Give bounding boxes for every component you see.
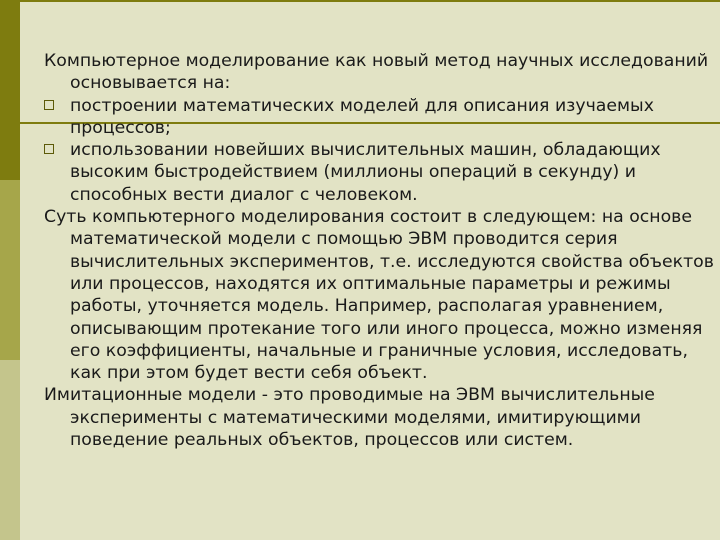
left-color-band	[0, 0, 20, 540]
simulation-paragraph: Имитационные модели - это проводимые на ЭВМ вычислительные эксперименты с математическими моделями, имитирующими поведение реальных объектов, процессов или систем.	[44, 385, 655, 451]
bullet-text: использовании новейших вычислительных машин, обладающих высоким быстродействием (миллионы операций в секунду) и способных вести диалог с человеком.	[70, 140, 661, 205]
essence-paragraph: Суть компьютерного моделирования состоит в следующем: на основе математической модели с помощью ЭВМ проводится серия вычислительных экспериментов, т.е. исследуются свойства объектов или процессов, находятся их оптимальные параметры и режимы работы, уточняется модель. Например, располагая уравнением, описывающим протекание того или иного процесса, можно изменяя его коэффициенты, начальные и граничные условия, исследовать, как при этом будет вести себя объект.	[44, 207, 714, 384]
band-segment-bottom	[0, 360, 20, 540]
intro-paragraph: Компьютерное моделирование как новый метод научных исследований основывается на:	[44, 51, 709, 94]
band-segment-middle	[0, 180, 20, 360]
band-segment-top	[0, 0, 20, 180]
square-bullet-icon	[44, 100, 54, 110]
bullet-item-computers	[44, 139, 714, 206]
bullet-text: построении математических моделей для описания изучаемых процессов;	[70, 95, 654, 138]
square-bullet-icon	[44, 144, 54, 154]
bullet-item-models	[44, 95, 714, 140]
top-border-line	[20, 0, 720, 2]
slide-text	[44, 50, 714, 451]
